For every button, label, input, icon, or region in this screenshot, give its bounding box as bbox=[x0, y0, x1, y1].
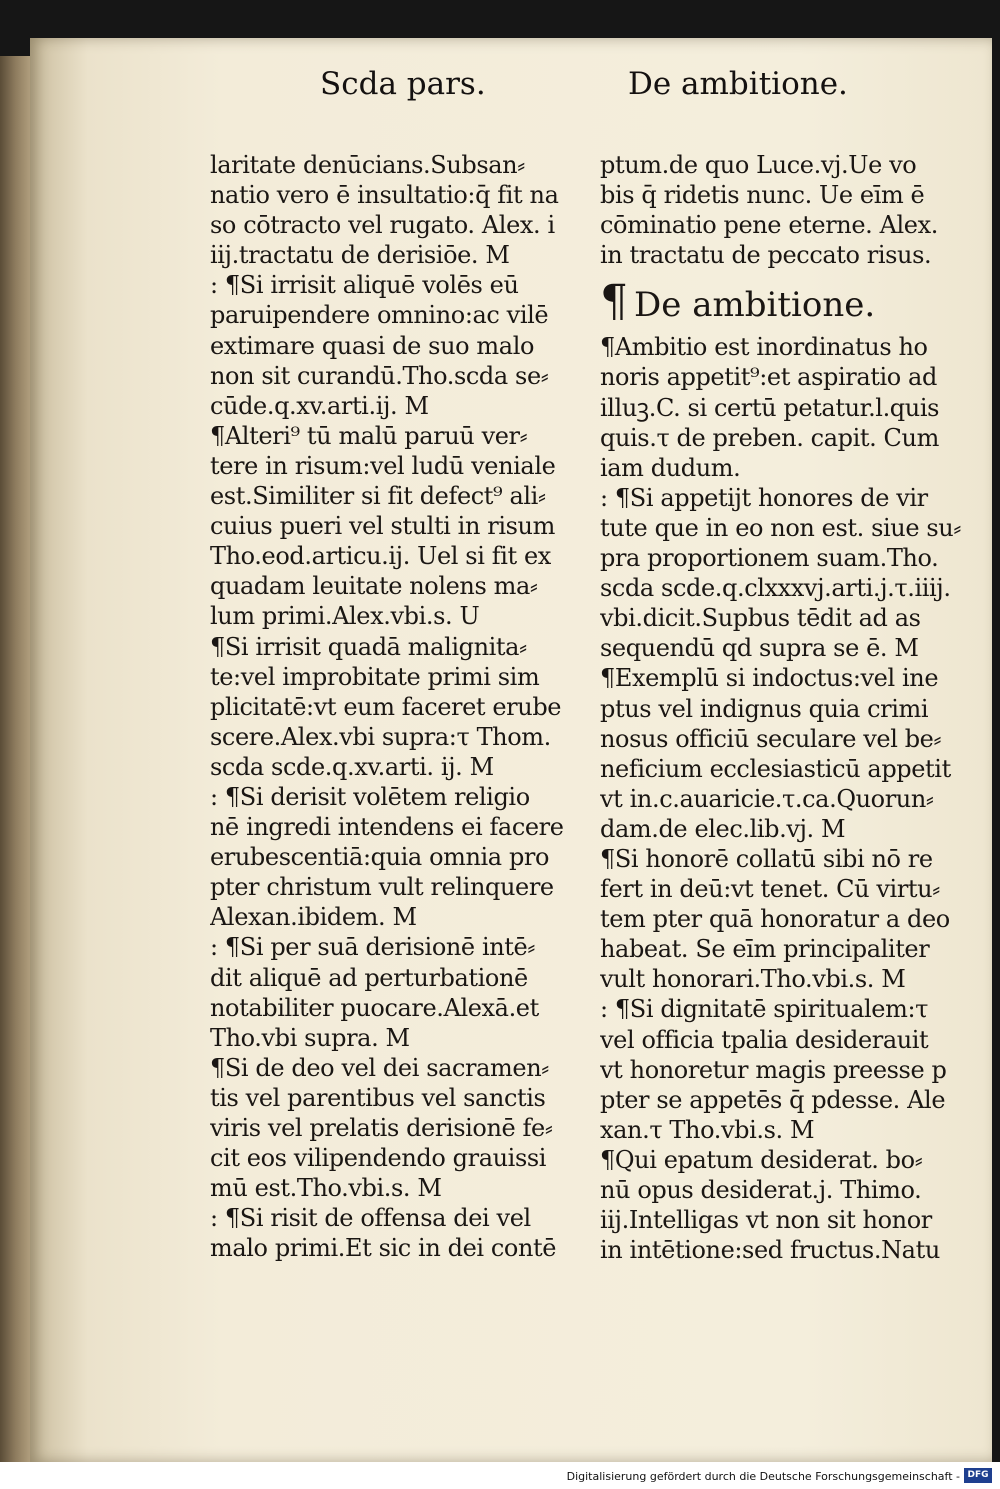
text-line: iam dudum. bbox=[600, 453, 741, 482]
text-line: cūde.q.xv.arti.ij. M bbox=[210, 391, 429, 420]
text-line: noris appetit⁹:et aspiratio ad bbox=[600, 363, 937, 392]
text-line: cuius pueri vel stulti in risum bbox=[210, 512, 555, 541]
text-line: ¶Si irrisit quadā malignita⸗ bbox=[210, 632, 527, 661]
text-line: bis q̄ ridetis nunc. Ue eīm ē bbox=[600, 181, 925, 210]
text-line: pra proportionem suam.Tho. bbox=[600, 544, 939, 573]
text-line: ¶Ambitio est inordinatus ho bbox=[600, 333, 928, 362]
text-line: cōminatio pene eterne. Alex. bbox=[600, 211, 938, 240]
text-line: nosus officiū seculare vel be⸗ bbox=[600, 724, 942, 753]
text-line: so cōtracto vel rugato. Alex. i bbox=[210, 211, 555, 240]
text-line: tis vel parentibus vel sanctis bbox=[210, 1083, 546, 1112]
text-line: Tho.eod.articu.ij. Uel si fit ex bbox=[210, 542, 551, 571]
text-line: cit eos vilipendendo grauissi bbox=[210, 1144, 547, 1173]
text-line: non sit curandū.Tho.scda se⸗ bbox=[210, 361, 549, 390]
section-heading-text: De ambitione. bbox=[634, 285, 876, 326]
text-line: Tho.vbi supra. M bbox=[210, 1023, 410, 1052]
text-line: tute que in eo non est. siue su⸗ bbox=[600, 513, 961, 542]
text-line: iij.Intelligas vt non sit honor bbox=[600, 1206, 932, 1235]
text-line: quis.τ de preben. capit. Cum bbox=[600, 423, 939, 452]
text-line: malo primi.Et sic in dei contē bbox=[210, 1234, 557, 1263]
book-spine bbox=[0, 56, 34, 1462]
text-line: ¶Si de deo vel dei sacramen⸗ bbox=[210, 1053, 549, 1082]
text-line: tere in risum:vel ludū veniale bbox=[210, 451, 556, 480]
text-line: ¶Exemplū si indoctus:vel ine bbox=[600, 664, 939, 693]
text-line: viris vel prelatis derisionē fe⸗ bbox=[210, 1114, 553, 1142]
text-line: ptum.de quo Luce.vj.Ue vo bbox=[600, 151, 917, 179]
text-line: vbi.dicit.Supbus tēdit ad as bbox=[600, 604, 921, 633]
pilcrow-icon: ¶ bbox=[600, 276, 628, 328]
text-line: ¶Qui epatum desiderat. bo⸗ bbox=[600, 1145, 923, 1174]
text-line: scere.Alex.vbi supra:τ Thom. bbox=[210, 722, 551, 751]
text-line: in tractatu de peccato risus. bbox=[600, 241, 932, 270]
funding-credit: Digitalisierung gefördert durch die Deutsche Forschungsgemeinschaft - bbox=[566, 1470, 960, 1483]
running-header-right: De ambitione. bbox=[628, 66, 848, 102]
text-line: ¶Si honorē collatū sibi nō re bbox=[600, 844, 933, 873]
right-text-column bbox=[600, 150, 985, 1265]
dfg-logo: DFG bbox=[964, 1468, 992, 1483]
text-line: scda scde.q.xv.arti. ij. M bbox=[210, 752, 494, 781]
text-line: habeat. Se eīm principaliter bbox=[600, 935, 930, 964]
text-line: mū est.Tho.vbi.s. M bbox=[210, 1174, 442, 1203]
text-line: pter se appetēs q̄ pdesse. Ale bbox=[600, 1085, 946, 1114]
text-line: vt honoretur magis preesse p bbox=[600, 1055, 947, 1084]
text-line: : ¶Si dignitatē spiritualem:τ bbox=[600, 995, 929, 1024]
text-line: plicitatē:vt eum faceret erube bbox=[210, 692, 562, 721]
text-line: fert in deū:vt tenet. Cū virtu⸗ bbox=[600, 875, 940, 904]
text-line: : ¶Si derisit volētem religio bbox=[210, 782, 530, 811]
text-line: : ¶Si per suā derisionē intē⸗ bbox=[210, 933, 535, 962]
text-line: ptus vel indignus quia crimi bbox=[600, 694, 929, 723]
section-heading bbox=[600, 274, 985, 330]
text-line: dam.de elec.lib.vj. M bbox=[600, 814, 846, 843]
text-line: xan.τ Tho.vbi.s. M bbox=[600, 1115, 815, 1144]
text-line: illuꝫ.C. si certū petatur.l.quis bbox=[600, 393, 940, 422]
text-line: notabiliter puocare.Alexā.et bbox=[210, 993, 539, 1022]
text-line: : ¶Si appetijt honores de vir bbox=[600, 483, 928, 512]
text-line: paruipendere omnino:ac vilē bbox=[210, 301, 549, 330]
text-line: vult honorari.Tho.vbi.s. M bbox=[600, 965, 906, 994]
text-line: lum primi.Alex.vbi.s. U bbox=[210, 602, 480, 631]
text-line: scda scde.q.clxxxvj.arti.j.τ.iiij. bbox=[600, 574, 951, 603]
text-line: dit aliquē ad perturbationē bbox=[210, 963, 528, 992]
text-line: vt in.c.auaricie.τ.ca.Quorun⸗ bbox=[600, 784, 934, 813]
left-text-column bbox=[210, 150, 592, 1263]
text-line: pter christum vult relinquere bbox=[210, 873, 554, 902]
text-line: ¶Alteri⁹ tū malū paruū ver⸗ bbox=[210, 421, 528, 450]
text-line: quadam leuitate nolens ma⸗ bbox=[210, 572, 538, 601]
text-line: : ¶Si irrisit aliquē volēs eū bbox=[210, 271, 519, 300]
text-line: vel officia tpalia desiderauit bbox=[600, 1025, 929, 1054]
text-line: sequendū qd supra se ē. M bbox=[600, 634, 919, 663]
text-line: natio vero ē insultatio:q̄ fit na bbox=[210, 181, 559, 210]
text-line: erubescentiā:quia omnia pro bbox=[210, 843, 550, 872]
text-line: est.Similiter si fit defect⁹ ali⸗ bbox=[210, 482, 546, 511]
text-line: laritate denūcians.Subsan⸗ bbox=[210, 151, 525, 179]
text-line: extimare quasi de suo malo bbox=[210, 331, 535, 360]
text-line: iij.tractatu de derisiōe. M bbox=[210, 241, 510, 270]
text-line: neficium ecclesiasticū appetit bbox=[600, 754, 951, 783]
text-line: in intētione:sed fructus.Natu bbox=[600, 1236, 940, 1265]
text-line: tem pter quā honoratur a deo bbox=[600, 905, 950, 934]
running-header-left: Scda pars. bbox=[320, 66, 486, 102]
text-line: nū opus desiderat.j. Thimo. bbox=[600, 1176, 922, 1204]
text-line: : ¶Si risit de offensa dei vel bbox=[210, 1204, 531, 1233]
text-line: Alexan.ibidem. M bbox=[210, 903, 417, 932]
text-line: nē ingredi intendens ei facere bbox=[210, 813, 564, 842]
text-line: te:vel improbitate primi sim bbox=[210, 662, 540, 691]
